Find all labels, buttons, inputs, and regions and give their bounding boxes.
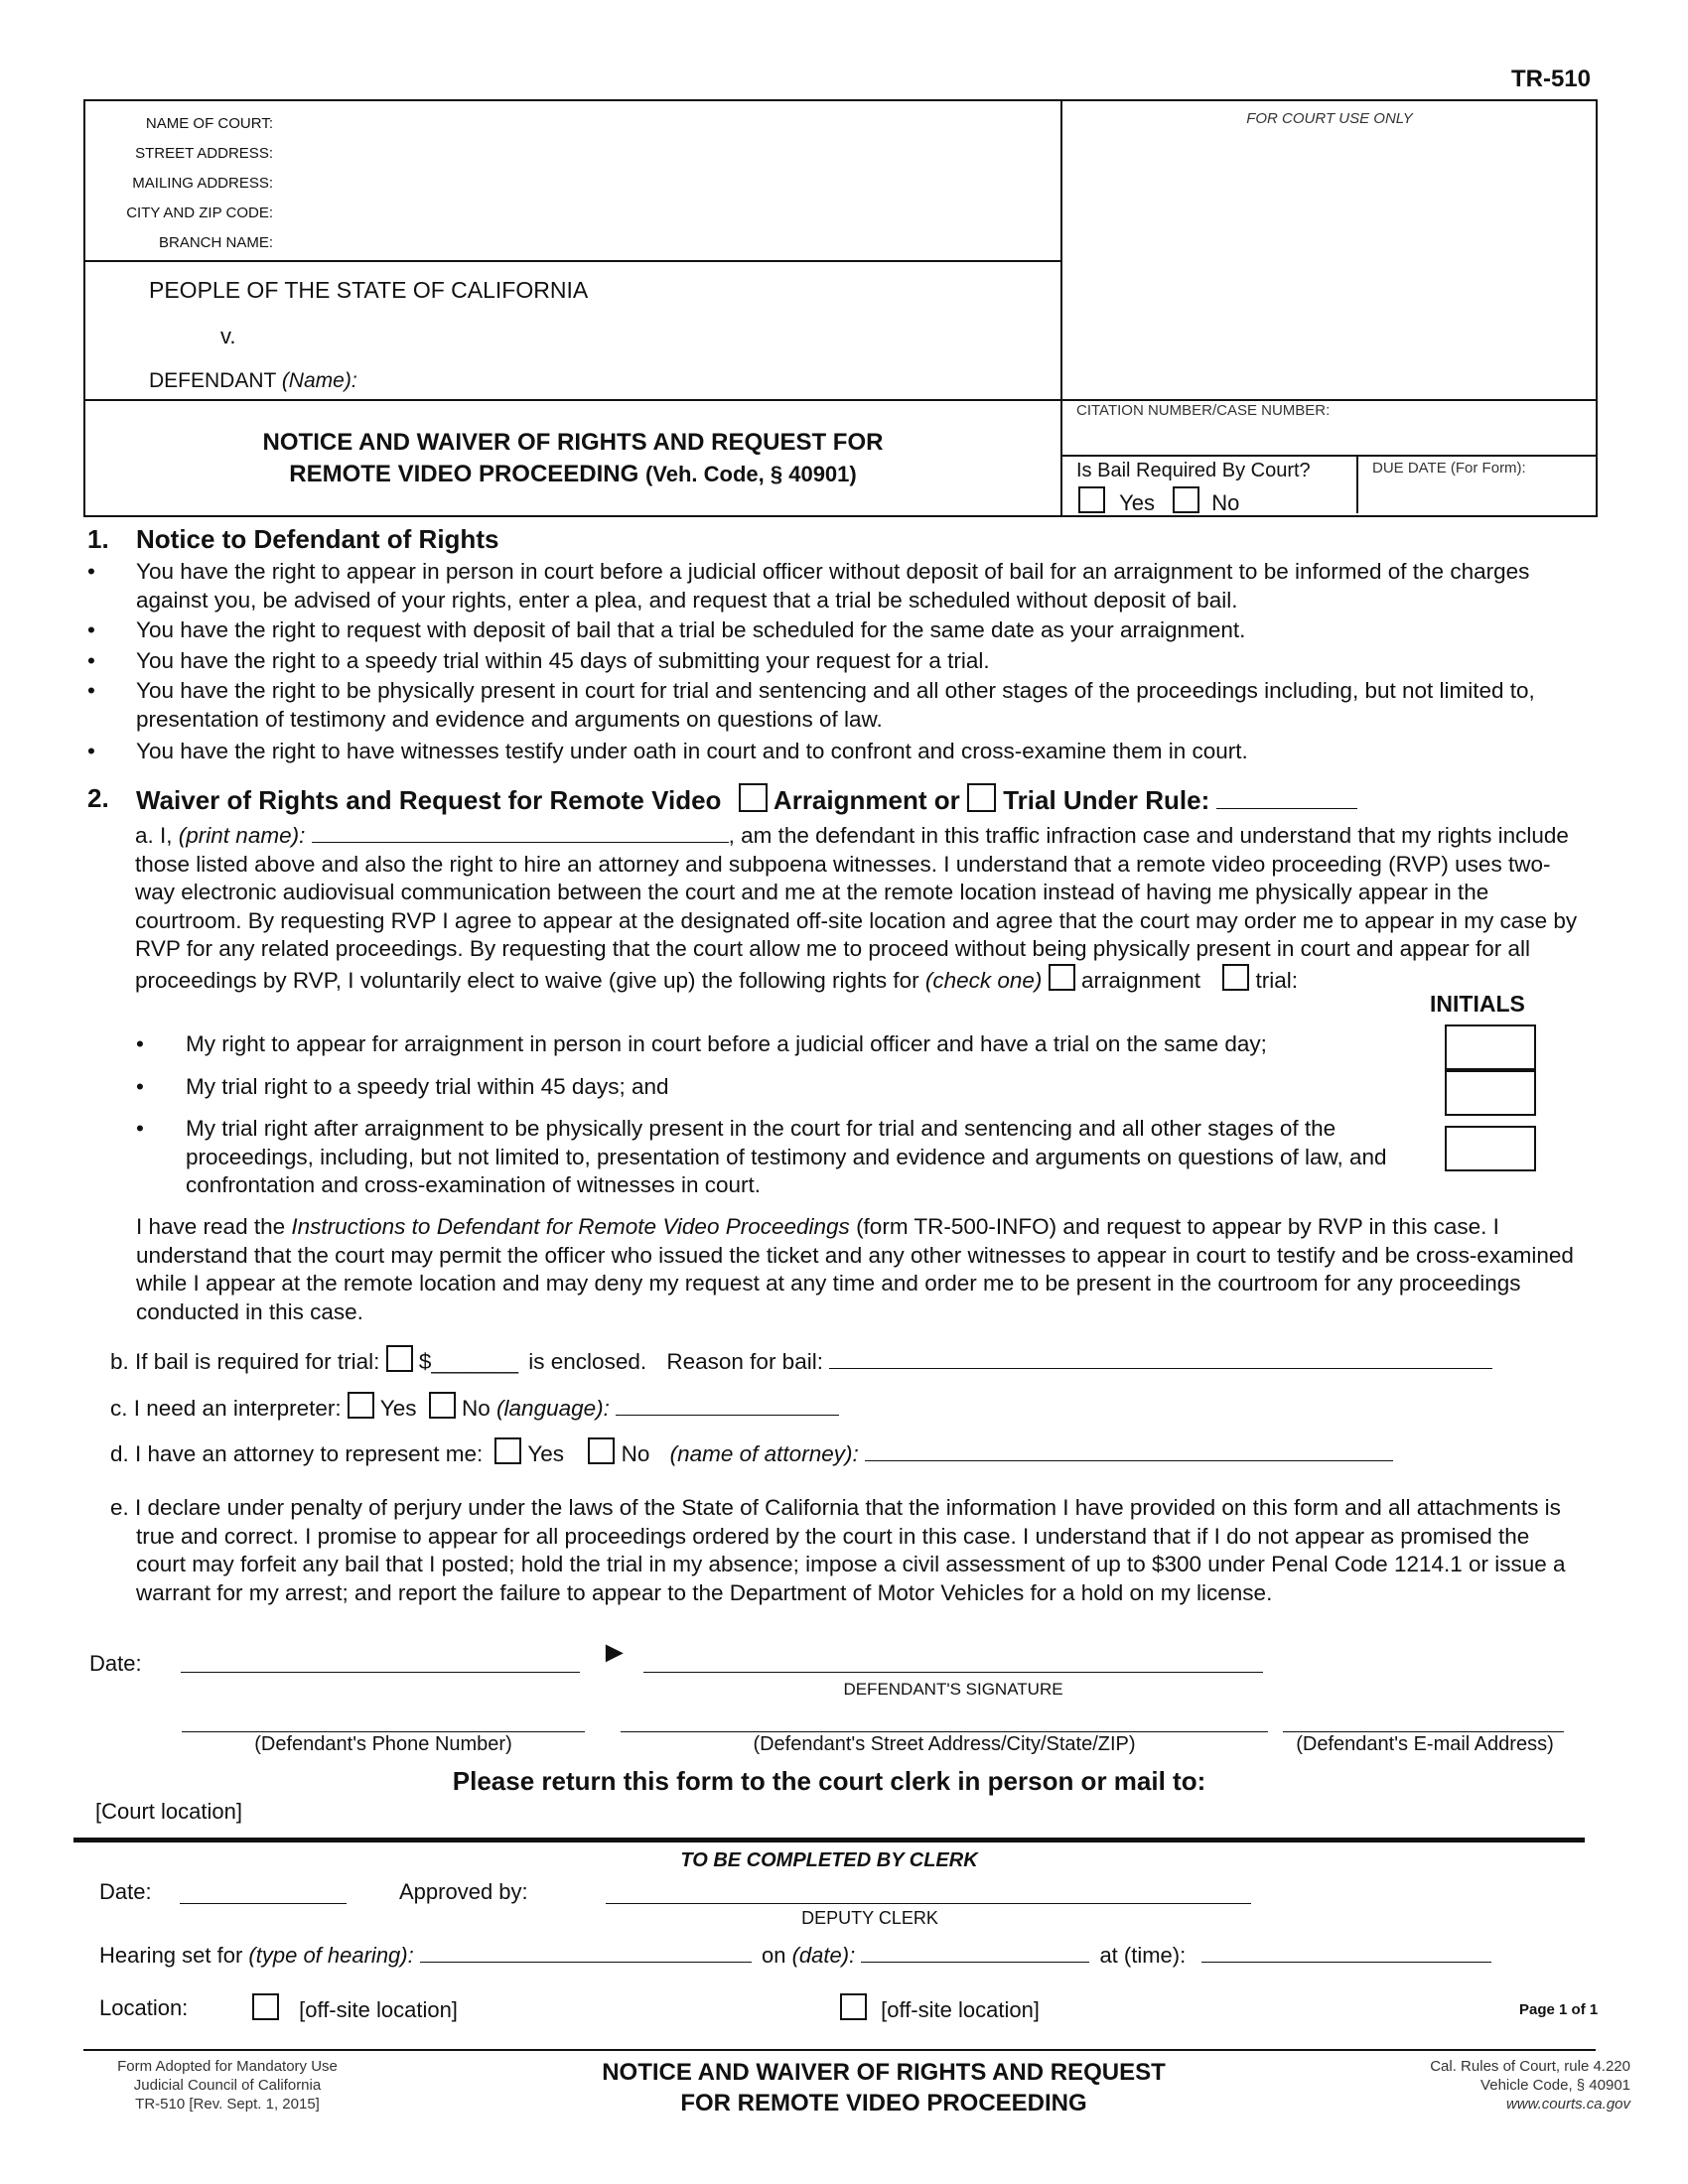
phone-label: (Defendant's Phone Number) [254,1733,512,1755]
court-info-divider [83,260,1060,262]
footer-title [487,2057,1281,2118]
footer-revision: TR-510 [Rev. Sept. 1, 2015] [135,2096,320,2113]
footer-divider [83,2049,1596,2051]
initials-label: INITIALS [1430,991,1525,1017]
attorney-no-checkbox[interactable] [588,1437,615,1464]
footer-vehicle-code: Vehicle Code, § 40901 [1480,2077,1630,2094]
clerk-heading: TO BE COMPLETED BY CLERK [680,1849,978,1871]
court-location: [Court location] [95,1799,242,1824]
bail-enclosed-checkbox[interactable] [386,1345,413,1372]
form-title-line2: REMOTE VIDEO PROCEEDING [289,461,639,487]
read-post: (form TR-500-INFO) and request to appear by RVP in this case. I understand that the court may permit the officer who issued the ticket and any other witnesses to appear in court to testify and be cross-examined while I appear at the remote location and may deny my request at any time and order me to be present in the courtroom for any proceedings conducted in this case. [136,1214,1574,1324]
read-pre: I have read the [136,1214,286,1239]
check-one-hint: (check one) [924,967,1043,993]
signature-label: DEFENDANT'S SIGNATURE [843,1680,1063,1699]
due-date-field[interactable] [1370,481,1584,509]
location-option-2 [840,1993,1040,2023]
city-zip-label: CITY AND ZIP CODE: [126,205,273,221]
waiver-bullet-1-text: My right to appear for arraignment in person in court before a judicial officer and have a trial on the same day; [186,1031,1267,1056]
offsite-location-2-label: [off-site location] [881,1997,1040,2022]
court-name-label: NAME OF COURT: [145,115,273,132]
bail-no-label: No [1211,490,1240,515]
trial-option-checkbox[interactable] [967,783,996,812]
hearing-label: Hearing set for [99,1943,243,1968]
approved-by-label: Approved by: [399,1879,528,1904]
citation-number-field[interactable] [1072,422,1584,452]
rights-bullet-3-text: You have the right to a speedy trial within 45 days of submitting your request for a trial. [136,647,990,673]
attorney-no-label: No [621,1441,650,1466]
defendant-name-hint: (Name): [281,369,357,392]
location-label: Location: [99,1995,189,2020]
bail-yes-checkbox[interactable] [1078,486,1105,513]
form-title-citation: (Veh. Code, § 40901) [644,462,857,486]
read-title: Instructions to Defendant for Remote Video Proceedings [291,1214,850,1239]
due-date-label: DUE DATE (For Form): [1372,460,1526,477]
section2-number: 2. [87,783,109,813]
clerk-section-divider [73,1838,1585,1843]
waive-trial-checkbox[interactable] [1222,964,1249,991]
waiver-bullet-1: • My right to appear for arraignment in person in court before a judicial officer and have a trial on the same day; [136,1031,1267,1056]
bail-question: Is Bail Required By Court? [1076,460,1311,481]
language-field[interactable] [616,1395,839,1416]
page-number: Page 1 of 1 [1519,2001,1599,2018]
hearing-date-hint: (date): [791,1943,856,1968]
defendant-text: DEFENDANT [149,369,276,392]
hearing-type-field[interactable] [420,1942,752,1963]
offsite-location-1-label: [off-site location] [299,1997,458,2022]
initials-box-1[interactable] [1445,1024,1536,1070]
versus-label: v. [220,324,236,348]
section2-heading-row [136,783,1357,816]
defendant-name-field[interactable] [377,365,1043,395]
interpreter-no-checkbox[interactable] [429,1392,456,1419]
offsite-location-1-checkbox[interactable] [252,1993,279,2020]
due-date-divider [1356,455,1358,513]
approved-by-field[interactable] [606,1903,1251,1904]
section1-heading: Notice to Defendant of Rights [136,524,499,554]
return-instruction: Please return this form to the court clerk in person or mail to: [452,1766,1206,1796]
form-title-line1: NOTICE AND WAIVER OF RIGHTS AND REQUEST FOR [262,429,884,456]
waiver-bullet-2-text: My trial right to a speedy trial within 45 days; and [186,1073,669,1099]
arraignment-option-checkbox[interactable] [739,783,768,812]
waive-arraignment-checkbox[interactable] [1049,964,1075,991]
bail-enclosed-label: is enclosed. [528,1349,647,1374]
footer-right [1430,2057,1630,2114]
bail-amount-field[interactable]: $_______ [418,1349,519,1374]
bail-reason-label: Reason for bail: [666,1349,823,1374]
bail-no-checkbox[interactable] [1173,486,1199,513]
clerk-date-label: Date: [99,1879,152,1904]
citation-divider [1060,455,1596,457]
court-labels [89,109,273,258]
signature-field[interactable] [643,1672,1263,1673]
hearing-row [99,1942,1491,1969]
interpreter-yes-checkbox[interactable] [348,1392,374,1419]
para-a-text: , am the defendant in this traffic infraction case and understand that my rights include those listed above and also the right to hire an attorney and subpoena witnesses. I understand that a remote video proceeding (RVP) uses two-way electronic audiovisual communication between the court and me at the remote location instead of having me physically appear in the courtroom. By requesting RVP I agree to appear at the designated off-site location and agree that the court may order me to appear in my case by RVP for any related proceedings. By requesting that the court allow me to proceed without being physically present in court and appear for all proceedings by RVP, I voluntarily elect to waive (give up) the following rights for [135,823,1578,993]
language-hint: (language): [496,1396,610,1421]
para-c-text: c. I need an interpreter: [110,1396,342,1421]
section1-number: 1. [87,524,109,554]
court-info-field[interactable] [283,107,1048,256]
attorney-hint: (name of attorney): [669,1441,859,1466]
interpreter-yes-label: Yes [379,1396,417,1421]
rights-bullet-1: • You have the right to appear in person in court before a judicial officer without deposit of bail for an arraignment to be informed of the charges against you, be advised of your rights, enter a plea, and request that a trial be scheduled without deposit of bail. [87,559,1530,613]
form-title [85,427,1060,490]
court-use-only: FOR COURT USE ONLY [1246,110,1413,127]
citation-label: CITATION NUMBER/CASE NUMBER: [1076,402,1331,419]
rights-bullet-5: • You have the right to have witnesses testify under oath in court and to confront and cross-examine them in court. [87,739,1248,763]
para-a [87,822,1582,995]
arraignment-option-label: Arraignment or [773,785,960,815]
hearing-time-field[interactable] [1201,1942,1491,1963]
read-instructions-para [136,1213,1582,1326]
address-field[interactable] [621,1731,1268,1732]
footer-adopted: Form Adopted for Mandatory Use [117,2058,338,2075]
waiver-bullets [136,1030,1397,1200]
print-name-field[interactable] [312,822,729,843]
mailing-address-label: MAILING ADDRESS: [132,175,273,192]
footer-council: Judicial Council of California [133,2077,322,2094]
para-b [110,1345,1492,1377]
rights-bullet-3: • You have the right to a speedy trial within 45 days of submitting your request for a trial. [87,647,990,673]
hearing-date-field[interactable] [861,1942,1089,1963]
hearing-time-label: at (time): [1099,1943,1187,1968]
section2-heading: Waiver of Rights and Request for Remote Video [136,785,722,815]
defendant-label [149,369,357,393]
print-name-hint: (print name): [178,823,306,848]
on-label: on [761,1943,786,1968]
court-use-area[interactable] [1064,134,1591,397]
arrow-icon: ► [600,1636,630,1669]
para-c [110,1392,839,1424]
form-number: TR-510 [1510,66,1591,92]
email-label: (Defendant's E-mail Address) [1296,1733,1554,1755]
phone-field[interactable] [182,1731,585,1732]
address-label: (Defendant's Street Address/City/State/ZIP) [753,1733,1136,1755]
waiver-bullet-3-text: My trial right after arraignment to be physically present in the court for trial and sentencing and all other stages of the proceedings, including, but not limited to, presentation of testimony and evidence and arguments on questions of law, and confrontation and cross-examination of witnesses in court. [186,1116,1387,1197]
waiver-bullet-2: • My trial right to a speedy trial within 45 days; and [136,1073,669,1099]
email-field[interactable] [1283,1731,1564,1732]
footer-title-line1: NOTICE AND WAIVER OF RIGHTS AND REQUEST [602,2059,1166,2086]
branch-name-label: BRANCH NAME: [158,234,273,251]
rights-bullet-1-text: You have the right to appear in person in court before a judicial officer without deposit of bail for an arraignment to be informed of the charges against you, be advised of your rights, enter a plea, and request that a trial be scheduled without deposit of bail. [136,559,1530,613]
interpreter-no-label: No [462,1396,491,1421]
sig-date-field[interactable] [181,1672,580,1673]
title-divider [83,399,1596,401]
deputy-clerk-label: DEPUTY CLERK [801,1908,938,1928]
waive-trial-label: trial: [1255,967,1299,993]
bail-reason-field[interactable] [829,1348,1492,1369]
rights-bullet-4-text: You have the right to be physically present in court for trial and sentencing and all other stages of the proceedings including, but not limited to, presentation of testimony and evidence and arguments on questions of law. [136,678,1535,732]
attorney-yes-checkbox[interactable] [494,1437,521,1464]
para-b-text: b. If bail is required for trial: [110,1349,380,1374]
section1-bullets [87,558,1582,766]
offsite-location-2-checkbox[interactable] [840,1993,867,2020]
para-e: e. I declare under penalty of perjury under the laws of the State of California that the information I have provided on this form and all attachments is true and correct. I promise to appear for all proceedings ordered by the court in this case. I understand that if I do not appear as promised the court may forfeit any bail that I posted; hold the trial in my absence; impose a civil assessment of up to $300 under Penal Code 1214.1 or issue a warrant for my arrest; and report the failure to appear to the Department of Motor Vehicles for a hold on my license. [110,1495,1566,1605]
clerk-date-field[interactable] [180,1903,347,1904]
bail-options [1078,486,1239,516]
para-d [110,1437,1393,1469]
footer-left [83,2057,371,2114]
waiver-bullet-3: • My trial right after arraignment to be physically present in the court for trial and sentencing and all other stages of the proceedings, including, but not limited to, presentation of testimony and evidence and arguments on questions of law, and confrontation and cross-examination of witnesses in court. [136,1116,1387,1197]
rights-bullet-2: • You have the right to request with deposit of bail that a trial be scheduled for the same date as your arraignment. [87,617,1246,642]
location-option-1 [252,1993,458,2023]
rights-bullet-4: • You have the right to be physically present in court for trial and sentencing and all other stages of the proceedings including, but not limited to, presentation of testimony and evidence and arguments on questions of law. [87,678,1535,732]
footer-website-link[interactable]: www.courts.ca.gov [1505,2096,1630,2113]
rights-bullet-2-text: You have the right to request with deposit of bail that a trial be scheduled for the same date as your arraignment. [136,617,1246,642]
footer-title-line2: FOR REMOTE VIDEO PROCEEDING [680,2090,1087,2116]
rights-bullet-5-text: You have the right to have witnesses testify under oath in court and to confront and cross-examine them in court. [136,739,1248,763]
trial-rule-field[interactable] [1216,786,1357,809]
people-label: PEOPLE OF THE STATE OF CALIFORNIA [149,277,589,303]
footer-rules: Cal. Rules of Court, rule 4.220 [1430,2058,1630,2075]
initials-box-3[interactable] [1445,1126,1536,1171]
para-a-label: a. I, [135,823,173,848]
waive-arraignment-label: arraignment [1080,967,1200,993]
street-address-label: STREET ADDRESS: [135,145,273,162]
caption-divider [1060,99,1062,515]
para-d-text: d. I have an attorney to represent me: [110,1441,484,1466]
attorney-name-field[interactable] [865,1440,1393,1461]
trial-option-label: Trial Under Rule: [1003,785,1210,815]
bail-yes-label: Yes [1119,490,1156,515]
sig-date-label: Date: [89,1651,142,1676]
hearing-type-hint: (type of hearing): [248,1943,414,1968]
attorney-yes-label: Yes [527,1441,565,1466]
initials-box-2[interactable] [1445,1070,1536,1116]
